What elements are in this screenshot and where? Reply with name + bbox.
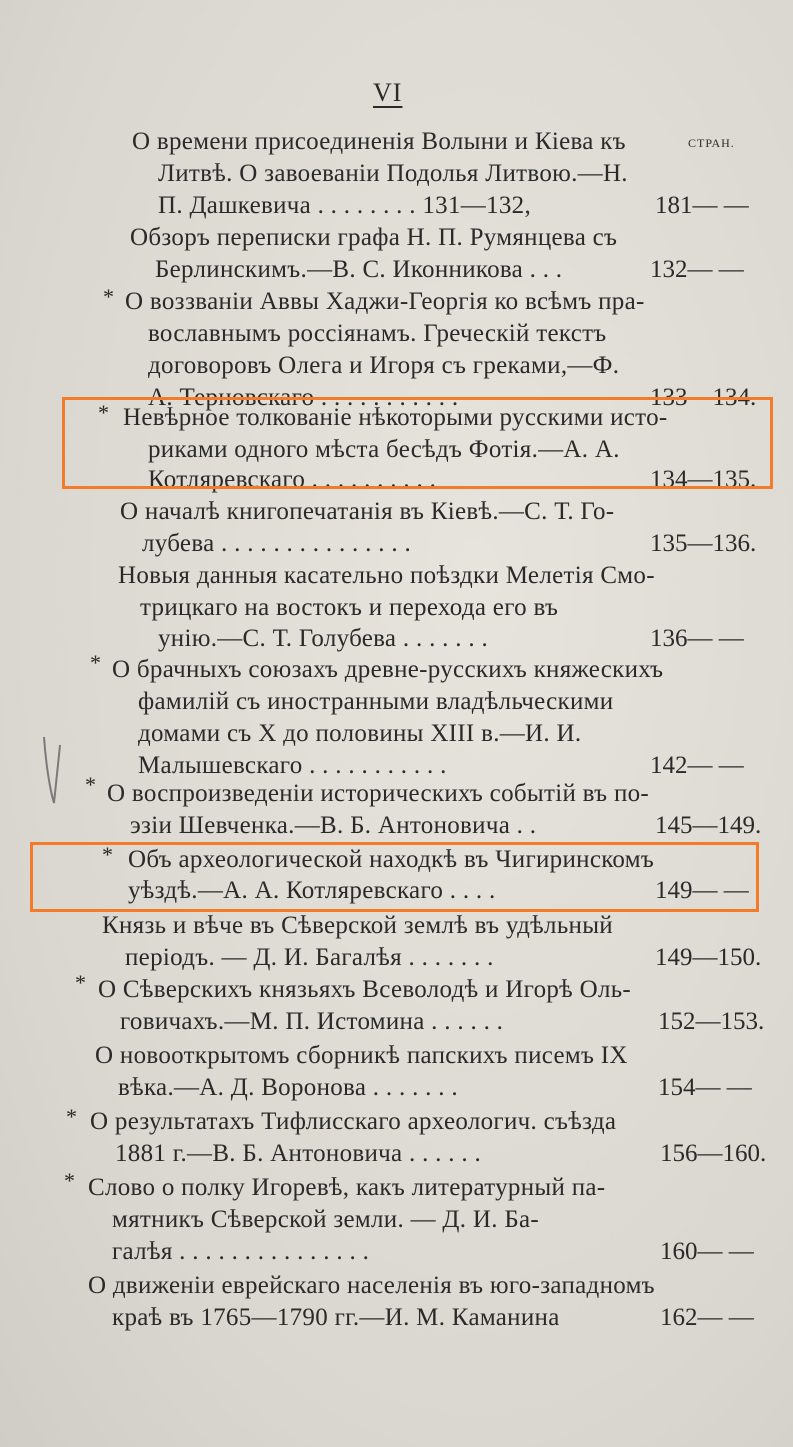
- toc-line: О воспроизведеніи историческихъ событій въ по-: [107, 780, 650, 807]
- toc-line: П. Дашкевича . . . . . . . . 131—132,: [158, 192, 532, 219]
- toc-line: унію.—С. Т. Голубева . . . . . . .: [158, 625, 489, 652]
- toc-line: краѣ въ 1765—1790 гг.—И. М. Каманина: [112, 1304, 560, 1331]
- pencil-mark: [40, 735, 62, 805]
- toc-line: Невѣрное толкованіе нѣкоторыми русскими исто-: [123, 404, 668, 431]
- toc-line: О новооткрытомъ сборникѣ папскихъ писемъ IX: [95, 1042, 628, 1069]
- toc-line: говичахъ.—М. П. Истомина . . . . . .: [120, 1008, 504, 1035]
- asterisk-mark: *: [75, 970, 86, 995]
- asterisk-mark: *: [102, 842, 113, 867]
- toc-line: О Сѣверскихъ князьяхъ Всеволодѣ и Игорѣ Оль-: [98, 976, 632, 1003]
- asterisk-mark: *: [64, 1168, 75, 1193]
- page-ref: 134—135.: [650, 466, 757, 493]
- asterisk-mark: *: [103, 284, 114, 309]
- page-number: VI: [373, 78, 403, 107]
- toc-line: періодъ. — Д. И. Багалѣя . . . . . . .: [125, 944, 494, 971]
- toc-line: вѣка.—А. Д. Воронова . . . . . . .: [118, 1074, 458, 1101]
- asterisk-mark: *: [85, 772, 96, 797]
- toc-line: вославнымъ россіянамъ. Греческій текстъ: [148, 320, 607, 347]
- page-ref: 156—160.: [660, 1140, 767, 1167]
- page-ref: 160— —: [660, 1238, 754, 1265]
- toc-line: домами съ X до половины XIII в.—И. И.: [138, 720, 582, 747]
- toc-line: Берлинскимъ.—В. С. Иконникова . . .: [155, 256, 563, 283]
- page-ref: 145—149.: [655, 812, 762, 839]
- page-ref: 149—150.: [655, 944, 762, 971]
- toc-line: О движеніи еврейскаго населенія въ юго-западномъ: [88, 1272, 655, 1299]
- page-ref: 152—153.: [658, 1008, 765, 1035]
- toc-line: фамилій съ иностранными владѣльческими: [138, 688, 614, 715]
- toc-line: А. Терновскаго . . . . . . . . . . .: [148, 384, 459, 411]
- toc-line: эзіи Шевченка.—В. Б. Антоновича . .: [130, 812, 537, 839]
- toc-line: мятникъ Сѣверской земли. — Д. И. Ба-: [112, 1206, 540, 1233]
- toc-line: уѣздѣ.—А. А. Котляревскаго . . . .: [128, 877, 496, 904]
- toc-line: О результатахъ Тифлисскаго археологич. съѣзда: [90, 1108, 617, 1135]
- toc-line: трицкаго на востокъ и перехода его въ: [140, 594, 559, 621]
- page-ref: 133—134.: [650, 384, 757, 411]
- highlight-box: [30, 842, 759, 912]
- toc-line: Обзоръ переписки графа Н. П. Румянцева съ: [130, 224, 618, 251]
- page-ref: 132— —: [650, 256, 744, 283]
- page-ref: 149— —: [655, 877, 749, 904]
- page-ref: 154— —: [658, 1074, 752, 1101]
- highlight-box: [62, 397, 773, 489]
- toc-line: Литвѣ. О завоеваніи Подолья Литвою.—Н.: [158, 160, 628, 187]
- toc-line: Новыя данныя касательно поѣздки Мелетія Смо-: [118, 562, 655, 589]
- toc-line: риками одного мѣста бесѣдъ Фотія.—А. А.: [148, 436, 620, 463]
- asterisk-mark: *: [90, 650, 101, 675]
- toc-line: 1881 г.—В. Б. Антоновича . . . . . .: [115, 1140, 482, 1167]
- toc-line: галѣя . . . . . . . . . . . . . . .: [112, 1238, 370, 1265]
- toc-line: О времени присоединенія Волыни и Кіева къ: [132, 128, 626, 155]
- toc-line: О брачныхъ союзахъ древне-русскихъ княжескихъ: [112, 656, 664, 683]
- column-header: СТРАН.: [688, 136, 735, 150]
- toc-line: договоровъ Олега и Игоря съ греками,—Ф.: [148, 352, 620, 379]
- page-ref: 136— —: [650, 625, 744, 652]
- toc-line: О воззваніи Аввы Хаджи-Георгія ко всѣмъ пра-: [125, 288, 645, 315]
- toc-line: Князь и вѣче въ Сѣверской землѣ въ удѣльный: [102, 912, 613, 939]
- toc-line: Слово о полку Игоревѣ, какъ литературный па-: [88, 1174, 606, 1201]
- toc-line: Котляревскаго . . . . . . . . . .: [148, 466, 437, 493]
- toc-line: лубева . . . . . . . . . . . . . . .: [142, 530, 412, 557]
- asterisk-mark: *: [98, 400, 109, 425]
- page-ref: 142— —: [650, 752, 744, 779]
- toc-line: О началѣ книгопечатанія въ Кіевѣ.—С. Т. Го-: [120, 498, 615, 525]
- toc-line: Объ археологической находкѣ въ Чигиринскомъ: [128, 846, 655, 873]
- toc-line: Малышевскаго . . . . . . . . . . .: [138, 752, 447, 779]
- page-ref: 181— —: [655, 192, 749, 219]
- page-ref: 162— —: [660, 1304, 754, 1331]
- asterisk-mark: *: [66, 1104, 77, 1129]
- page-ref: 135—136.: [650, 530, 757, 557]
